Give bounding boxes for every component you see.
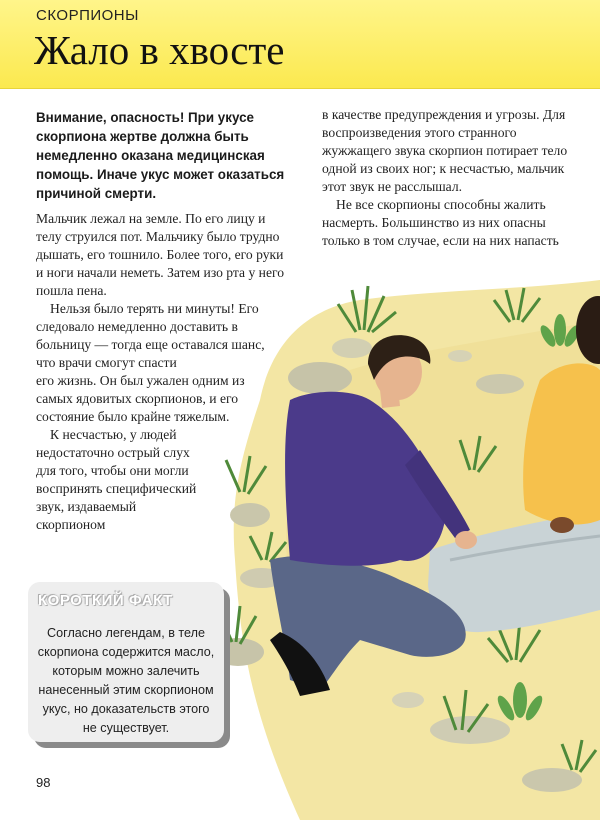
rock [522, 768, 582, 792]
rock [392, 692, 424, 708]
paragraph: Не все скорпионы способны жалить насмерть. Большинство из них опасны только в том случае, если на них напасть [322, 197, 559, 248]
right-column [322, 106, 582, 250]
paragraph: в качестве предупреждения и угрозы. Для воспроизведения этого странного жужжащего звука скорпион потирает тело одной из своих ног; к несчастью, мальчик этот звук не расслышал. [322, 107, 568, 194]
rock [332, 338, 372, 358]
paragraph: К несчастью, у людей недостаточно острый слух для того, чтобы они могли воспринять специфический звук, издаваемый скорпионом [36, 427, 197, 532]
woman-hand [550, 517, 574, 533]
fact-text: Согласно легендам, в теле скорпиона содержится масло, которым можно залечить нанесенный этим скорпионом укус, но доказательств этого не существует. [37, 626, 215, 735]
paragraph: Нельзя было терять ни минуты! Его следовало немедленно доставить в больницу — тогда еще оставался шанс, что врачи смогут спасти [36, 301, 265, 370]
header-band [0, 0, 600, 89]
paragraph: его жизнь. Он был ужален одним из самых ядовитых скорпионов, и его состояние было крайне тяжелым. [36, 373, 245, 424]
man-hand [455, 531, 477, 549]
fact-heading: КОРОТКИЙ ФАКТ [38, 592, 173, 609]
paragraph: Мальчик лежал на земле. По его лицу и телу струился пот. Мальчику было трудно дышать, его тошнило. Более того, его руки и ноги начали неметь. Затем изо рта у него пошла пена. [36, 211, 285, 298]
intro-paragraph: Внимание, опасность! При укусе скорпиона жертве должна быть немедленно оказана медицинская помощь. Иначе укус может оказаться причиной смерти. [36, 110, 285, 201]
page-number: 98 [36, 775, 51, 790]
left-column [36, 210, 286, 534]
rock [448, 350, 472, 362]
rock [476, 374, 524, 394]
rock [288, 362, 352, 394]
short-fact-box [28, 582, 224, 742]
section-label: СКОРПИОНЫ [36, 7, 139, 24]
page-title: Жало в хвосте [34, 27, 285, 73]
